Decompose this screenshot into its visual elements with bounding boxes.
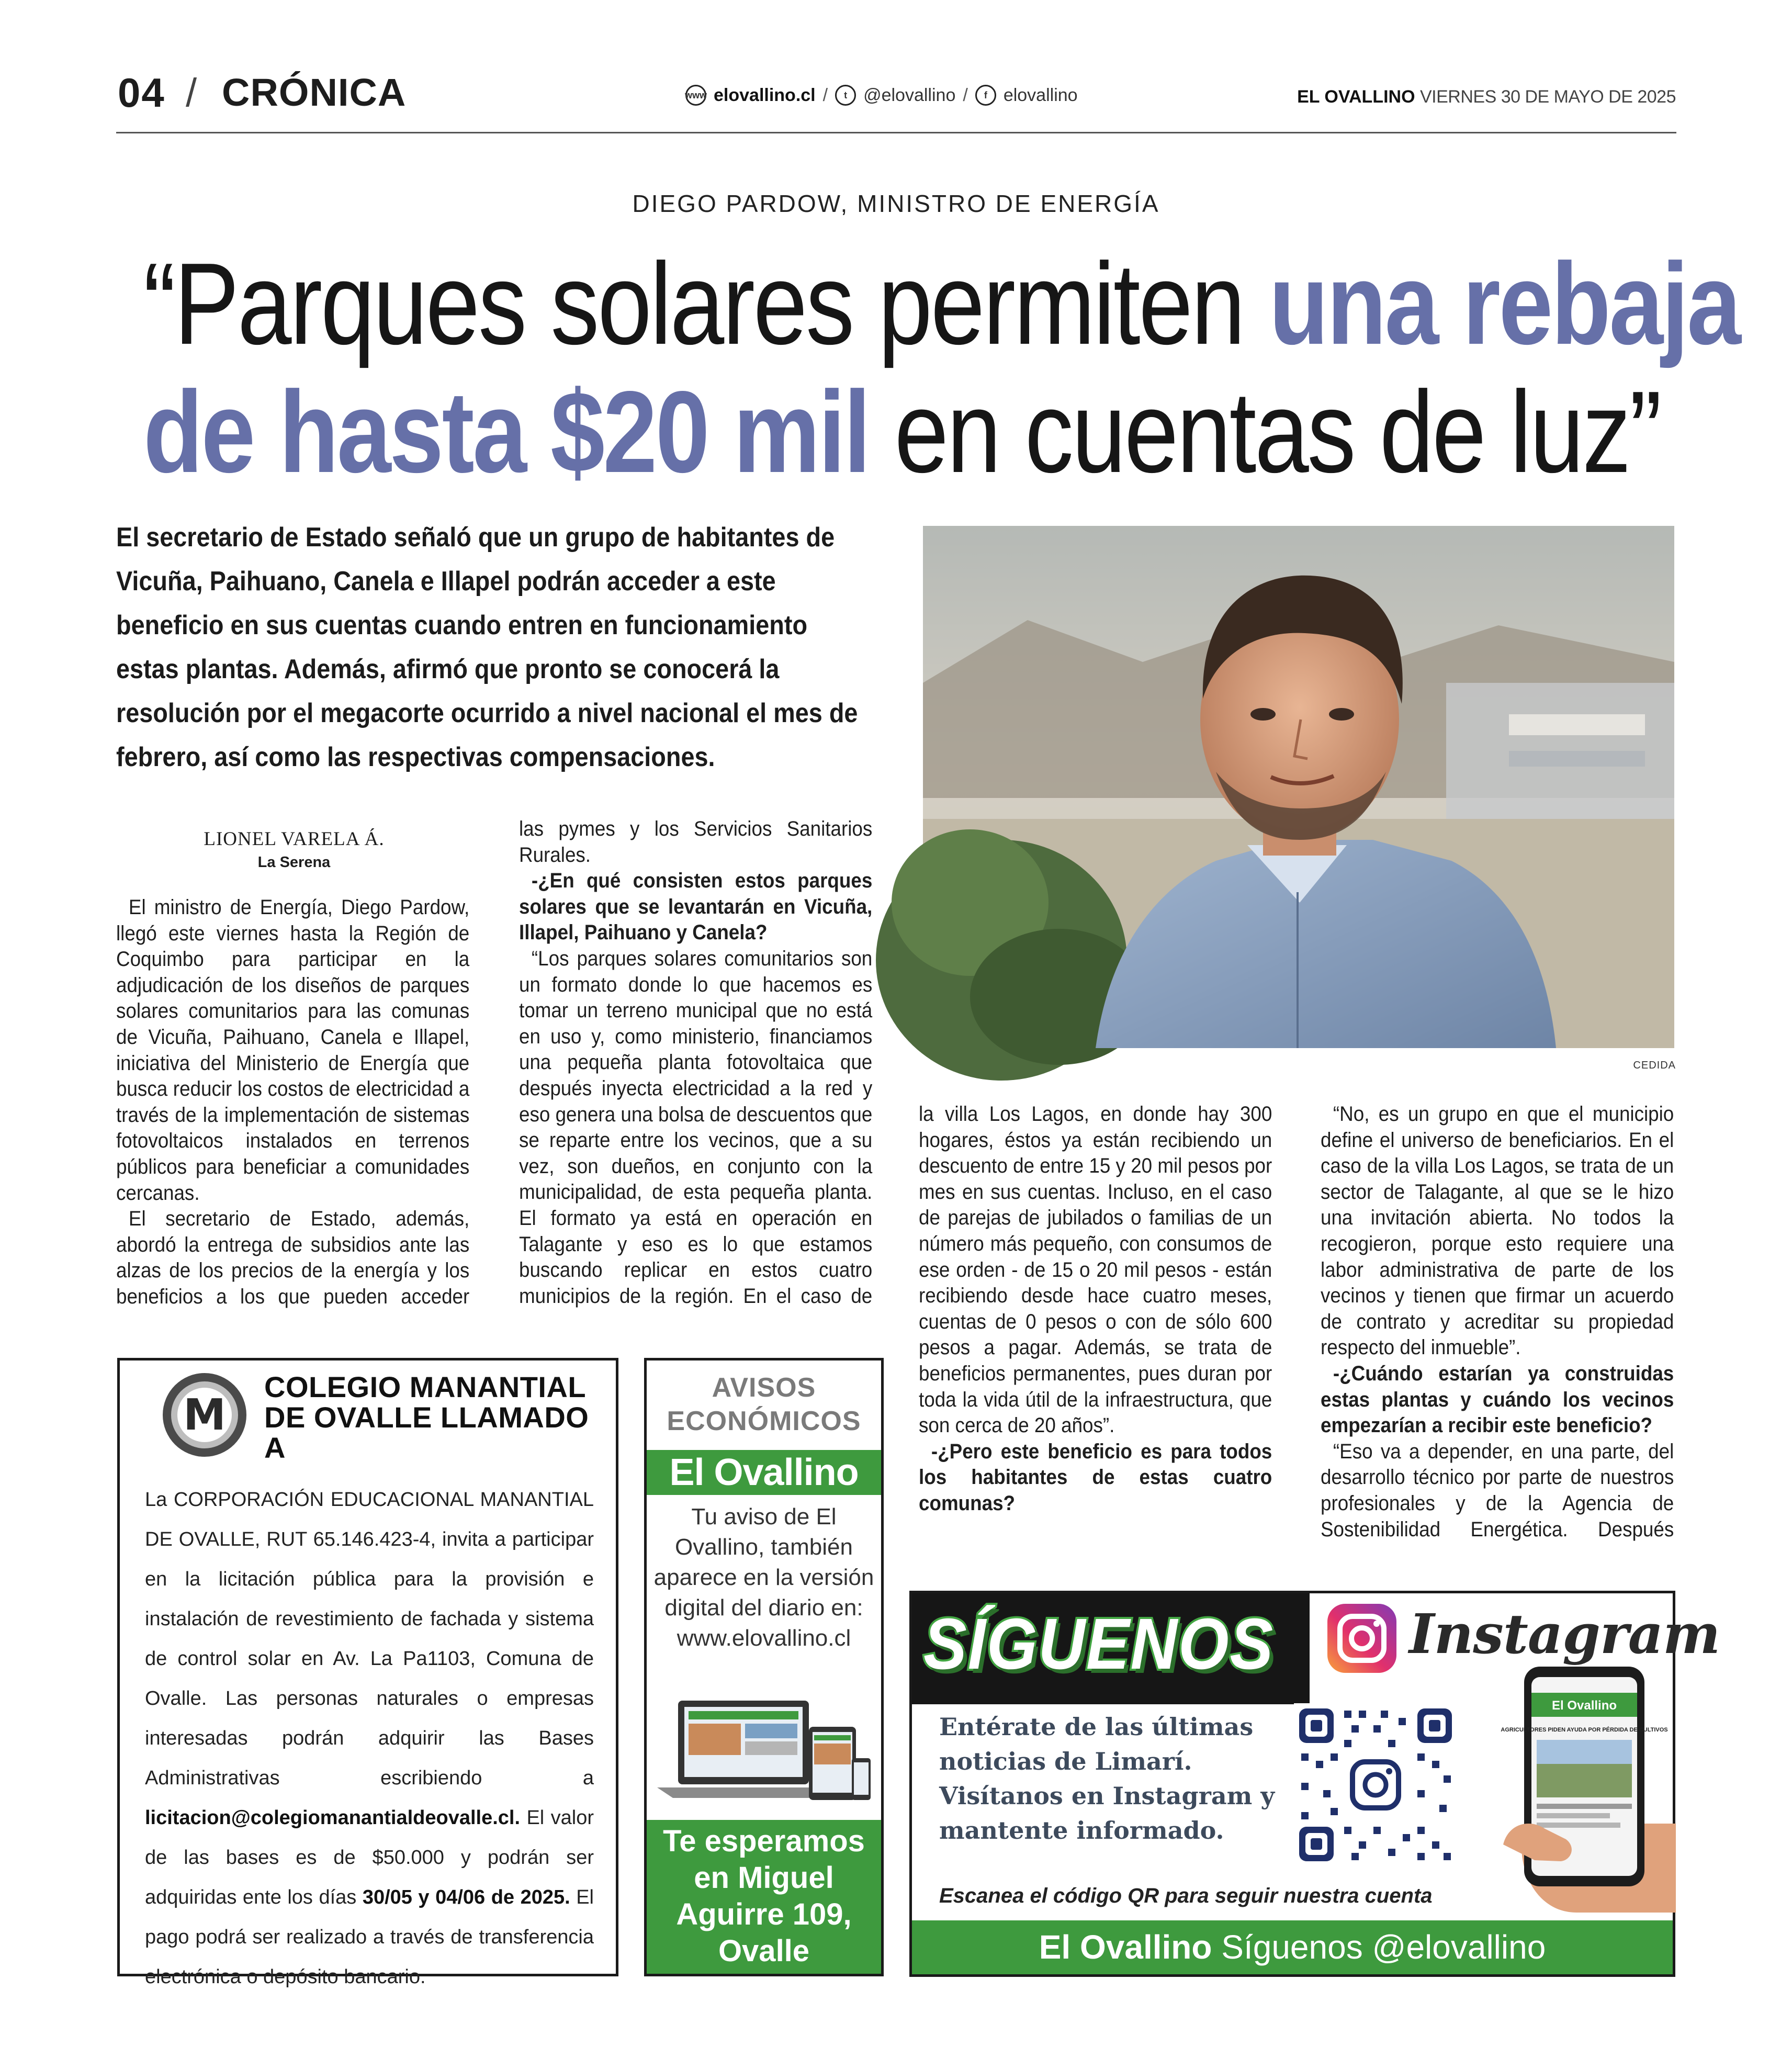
logo-letter: M: [183, 1390, 226, 1440]
paragraph: “No, es un grupo en que el municipio define el universo de beneficiarios. En el caso de la villa Los Lagos, se trata de un sector de Talagante, al que se le hizo una invitación abierta. No todos la recogieron, porque esto requiere una labor administrativa de parte de los vecinos y tienen que firmar un acuerdo de contrato y acreditar su propiedad respecto del inmueble”.: [1321, 1103, 1674, 1359]
paragraph: El ministro de Energía, Diego Pardow, llegó este viernes hasta la Región de Coquimbo para participar en la adjudicación de los diseños de parques solares comunitarios para las comunas de Vicuña, Paihuano, Canela e Illapel, iniciativa del Ministerio de Energía que busca reducir los costos de electricidad a través de la implementación de sistemas fotovoltaicos instalados en terrenos públicos para beneficiar a comunidades cercanas.: [116, 896, 470, 1205]
headline-line-2: [143, 367, 1660, 497]
avisos-cta: Te esperamos en Miguel Aguirre 109, Ovalle: [647, 1820, 881, 1974]
instagram-icon: [1325, 1602, 1399, 1675]
www-icon: www: [685, 85, 706, 106]
article-kicker: DIEGO PARDOW, MINISTRO DE ENERGÍA: [632, 190, 1160, 217]
header-date-block: [1297, 87, 1676, 107]
page-number: 04: [118, 70, 165, 116]
paragraph: la villa Los Lagos, en donde hay 300 hogares, éstos ya están recibiendo un descuento de entre 15 y 20 mil pesos por mes en sus cuentas. Incluso, en el caso de parejas de jubilados o familias de un número más pequeño, con consumos de ese orden - de 15 o 20 mil pesos - están recibiendo desde hace cuatro meses, cuentas de 0 pesos o con de sólo 600 pesos a pagar. Además, se trata de beneficios permanentes, pues duran por toda la vida útil de la infraestructura, que son cerca de 20 años”.: [919, 1103, 1272, 1437]
interview-question: -¿Cuándo estarían ya construidas estas plantas y cuándo los vecinos empezarían a recibir este beneficio?: [1321, 1362, 1674, 1437]
ad-text: El valor de las bases es de $50.000 y podrán ser adquiridas ente los días: [145, 1807, 594, 1908]
twitter-handle[interactable]: @elovallino: [863, 85, 956, 105]
footer-handle[interactable]: Síguenos @elovallino: [1212, 1928, 1546, 1966]
header-divider: /: [186, 71, 197, 115]
ad-dates: 30/05 y 04/06 de 2025.: [362, 1886, 570, 1908]
colegio-ad-body: [145, 1480, 594, 1997]
scan-instruction: Escanea el código QR para seguir nuestra cuenta: [939, 1884, 1433, 1907]
instagram-ad: [909, 1591, 1720, 1977]
article-column-4: [1321, 1101, 1674, 1543]
siguenos-title: SÍGUENOS: [923, 1604, 1275, 1684]
divider: /: [963, 85, 968, 105]
avisos-economicos-ad: [644, 1358, 884, 1976]
instagram-wordmark: Instagram: [1409, 1602, 1720, 1666]
instagram-ad-footer: [912, 1920, 1673, 1974]
ad-text: El pago podrá ser realizado a través de transferencia electrónica o depósito bancario.: [145, 1886, 594, 1988]
phone-headline: AGRICULTORES PIDEN AYUDA POR PÉRDIDA DE CULTIVOS: [1501, 1727, 1668, 1733]
headline-plain: “Parques solares permiten: [143, 239, 1269, 369]
minister-portrait-image: [923, 526, 1674, 1048]
byline: LIONEL VARELA Á.: [204, 828, 385, 850]
twitter-icon: t: [835, 85, 856, 106]
avisos-title: AVISOS ECONÓMICOS: [667, 1373, 861, 1436]
paper-name: EL OVALLINO: [1297, 87, 1415, 107]
facebook-icon: f: [975, 85, 996, 106]
paragraph: “Los parques solares comunitarios son un formato donde lo que hacemos es tomar un terreno municipal que no está en uso y, como ministerio, financiamos una pequeña planta fotovoltaica que después inyecta electricidad a la red y eso genera una bolsa de descuentos que se reparte entre los vecinos, que a su vez, son dueños, en conjunto con la municipalidad, de esta pequeña planta. El formato ya está en operación en Talagante y eso es lo que estamos buscando replicar en estos cuatro municipios de la región. En el caso de: [519, 947, 873, 1308]
phone-illustration-icon: [1503, 1667, 1676, 1913]
dateline-location: La Serena: [257, 854, 331, 871]
issue-date: VIERNES 30 DE MAYO DE 2025: [1419, 87, 1676, 107]
header-rule: [116, 132, 1676, 133]
avisos-text: Tu aviso de El Ovallino, también aparece en la versión digital del diario en: www.elovallino.cl: [653, 1504, 874, 1651]
photo-credit: CEDIDA: [1633, 1060, 1676, 1071]
facebook-handle[interactable]: elovallino: [1003, 85, 1078, 105]
section-title: CRÓNICA: [222, 71, 407, 114]
headline-accent: una rebaja: [1269, 239, 1740, 369]
colegio-logo-icon: [162, 1372, 247, 1458]
article-column-2: [519, 816, 872, 1309]
phone-brand: El Ovallino: [1551, 1699, 1617, 1713]
colegio-ad: [117, 1358, 618, 1988]
website-link[interactable]: elovallino.cl: [714, 85, 816, 105]
contact-email[interactable]: licitacion@colegiomanantialdeovalle.cl.: [145, 1807, 521, 1829]
footer-brand: El Ovallino: [1039, 1928, 1212, 1966]
article-column-3: [919, 1101, 1272, 1517]
paragraph: El secretario de Estado, además, abordó la entrega de subsidios ante las alzas de los precios de la energía y los beneficios a los que pueden acceder: [116, 1207, 470, 1308]
paragraph: “Eso va a depender, en una parte, del desarrollo técnico por parte de nuestros profesionales y de la Agencia de Sostenibilidad Energética. Después: [1321, 1440, 1674, 1541]
ad-text: La CORPORACIÓN EDUCACIONAL MANANTIAL DE OVALLE, RUT 65.146.423-4, invita a participar en la licitación pública para la provisión e instalación de revestimiento de fachada y sistema de control solar en Av. La Pa1103, Comuna de Ovalle. Las personas naturales o empresas interesadas podrán adquirir las Bases Administrativas escribiendo a: [145, 1489, 594, 1789]
paragraph: las pymes y los Servicios Sanitarios Rurales.: [519, 817, 873, 867]
headline-plain: en cuentas de luz”: [869, 367, 1660, 497]
headline-accent: de hasta $20 mil: [143, 367, 870, 497]
article-column-1: [116, 895, 469, 1310]
divider: /: [822, 85, 828, 105]
qr-code-icon[interactable]: [1294, 1703, 1457, 1866]
devices-illustration-icon: [657, 1695, 872, 1805]
colegio-ad-title: COLEGIO MANANTIAL DE OVALLE LLAMADO A: [264, 1370, 589, 1464]
interview-question: -¿En qué consisten estos parques solares que se levantarán en Vicuña, Illapel, Paihuano y Canela?: [519, 869, 873, 944]
headline-line-1: [143, 239, 1740, 369]
article-deck: El secretario de Estado señaló que un grupo de habitantes de Vicuña, Paihuano, Canela e Illapel podrán acceder a este beneficio en sus cuentas cuando entren en funcionamiento estas plantas. Además, afirmó que pronto se conocerá la resolución por el megacorte ocurrido a nivel nacional el mes de febrero, así como las respectivas compensaciones.: [116, 522, 858, 772]
article-photo: [923, 526, 1674, 1048]
instagram-ad-text: Entérate de las últimas noticias de Limarí. Visítanos en Instagram y mantente informado.: [939, 1713, 1275, 1845]
header-social: [685, 85, 1078, 106]
interview-question: -¿Pero este beneficio es para todos los habitantes de estas cuatro comunas?: [919, 1440, 1272, 1515]
avisos-brand: El Ovallino: [647, 1450, 881, 1495]
